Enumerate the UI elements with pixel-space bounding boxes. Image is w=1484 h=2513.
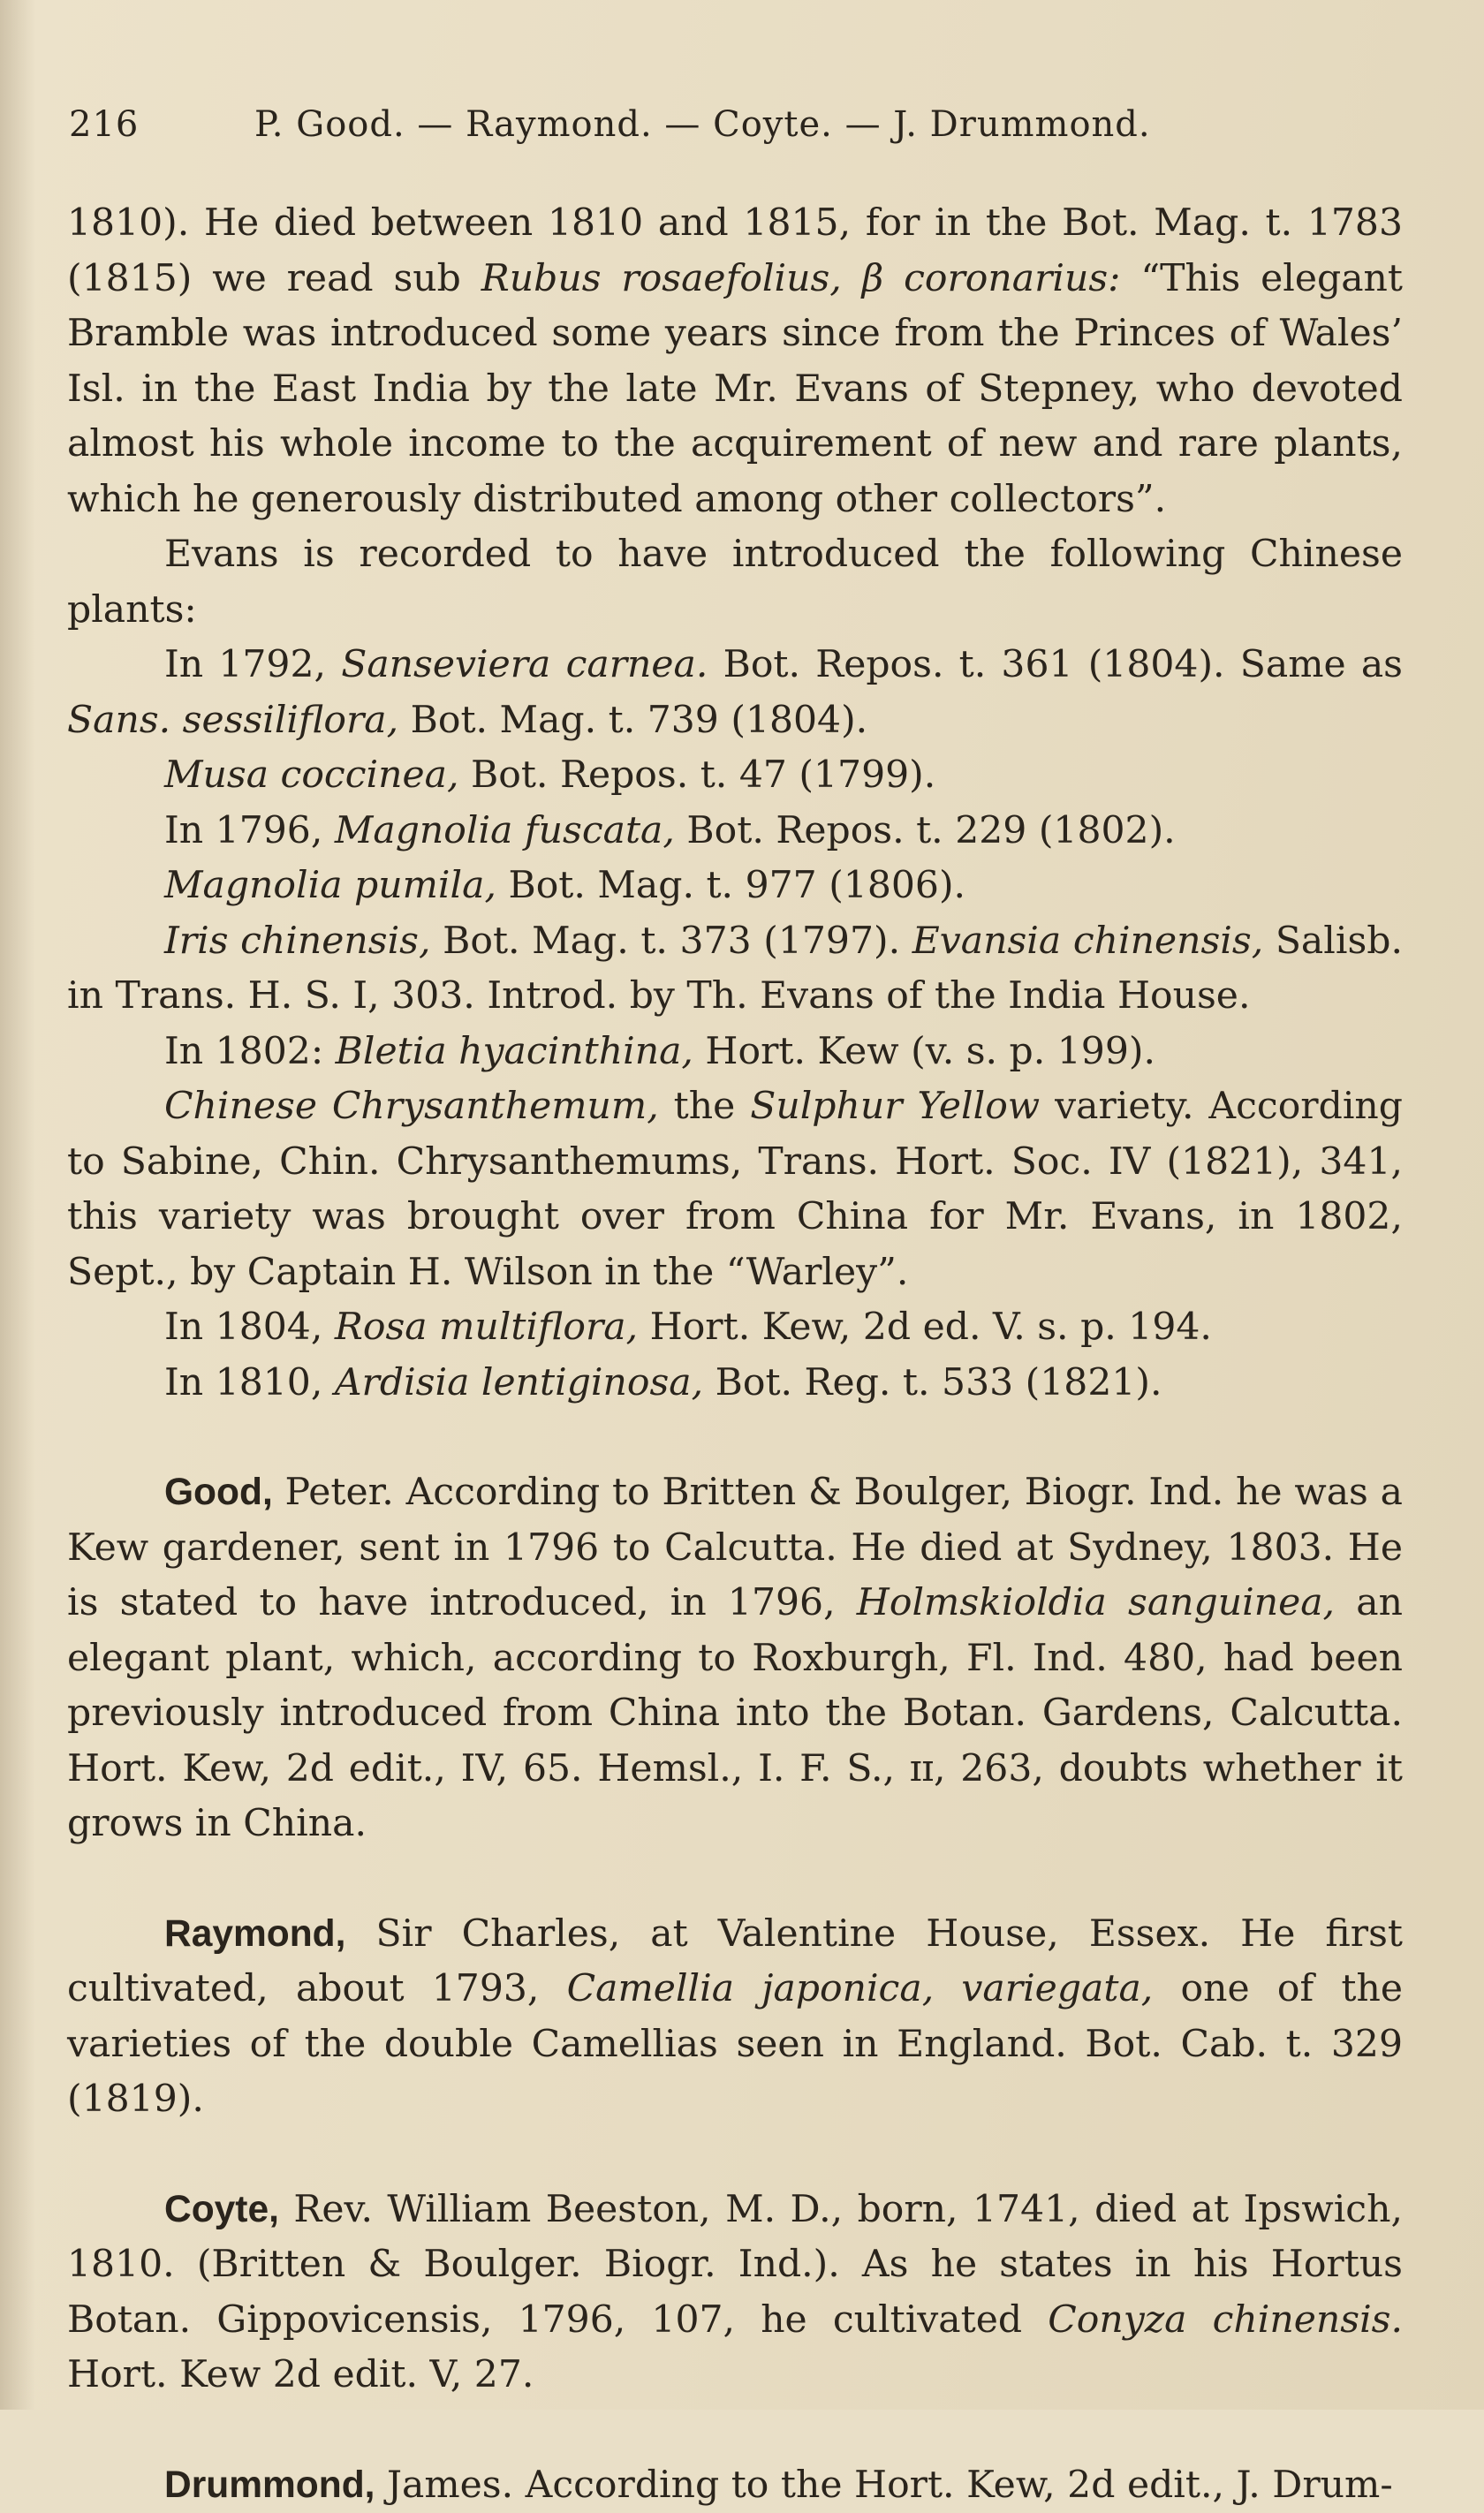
entry-name-drummond: Drummond, xyxy=(164,2464,375,2506)
italic-run: Sulphur Yellow xyxy=(750,1085,1040,1128)
body-text xyxy=(67,196,1403,2513)
running-title: P. Good. — Raymond. — Coyte. — J. Drummond. xyxy=(254,104,1151,145)
italic-run: Rubus rosaefolius, β coronarius: xyxy=(481,257,1121,300)
italic-run: Sanseviera carnea. xyxy=(341,643,708,686)
text-run: Bot. Repos. t. 229 (1802). xyxy=(675,809,1176,852)
text-run: Bot. Reg. t. 533 (1821). xyxy=(703,1361,1162,1404)
text-run: In 1810, xyxy=(164,1361,335,1404)
text-run: an elegant plant, which, according to Roxburgh, Fl. Ind. 480, had been previously introduced from China into the Botan. Gardens, Calcutta. Hort. Kew, 2d edit., IV, 65. Hemsl., I. F. S., ɪɪ, 263, doubts whether it grows in China. xyxy=(67,1581,1403,1845)
italic-run: Iris chinensis, xyxy=(164,920,431,963)
italic-run: Ardisia lentiginosa, xyxy=(335,1361,703,1404)
coyte-entry xyxy=(67,2183,1403,2403)
evans-paragraph-1 xyxy=(67,196,1403,527)
italic-run: Evansia chinensis, xyxy=(912,920,1263,963)
evans-entry-1804 xyxy=(67,1300,1403,1356)
evans-entry-1792 xyxy=(67,638,1403,748)
evans-paragraph-2: Evans is recorded to have introduced the following Chinese plants: xyxy=(67,527,1403,638)
text-run: In 1792, xyxy=(164,643,341,686)
text-run: In 1796, xyxy=(164,809,335,852)
text-run: Bot. Mag. t. 977 (1806). xyxy=(496,864,965,907)
text-run: In 1802: xyxy=(164,1030,336,1073)
running-header xyxy=(69,104,1412,145)
page-number: 216 xyxy=(69,104,254,145)
text-run: Bot. Mag. t. 739 (1804). xyxy=(398,699,867,742)
text-run: Rev. William Beeston, M. D., born, 1741, died at Ipswich, 1810. (Britten & Boulger. Biogr. Ind.). As he states in his Hortus Botan. Gippovicensis, 1796, 107, he cultivated xyxy=(67,2188,1403,2342)
text-run: Salisb. in Trans. H. S. I, 303. Introd. by Th. Evans of the India House. xyxy=(67,920,1403,1018)
evans-entry-magnolia-pumila xyxy=(67,859,1403,914)
evans-entry-1796 xyxy=(67,804,1403,859)
italic-run: Sans. sessiliflora, xyxy=(67,699,398,742)
evans-entry-iris xyxy=(67,914,1403,1025)
italic-run: Holmskioldia sanguinea, xyxy=(857,1581,1335,1624)
raymond-entry xyxy=(67,1907,1403,2128)
italic-run: Musa coccinea, xyxy=(164,753,459,797)
text-run: Bot. Mag. t. 373 (1797). xyxy=(431,920,912,963)
italic-run: Magnolia fuscata, xyxy=(335,809,675,852)
entry-name-raymond: Raymond, xyxy=(164,1913,345,1955)
text-run: Bot. Repos. t. 47 (1799). xyxy=(459,753,936,797)
text-run: Hort. Kew (v. s. p. 199). xyxy=(693,1030,1155,1073)
text-run: one of the varieties of the double Camellias seen in England. Bot. Cab. t. 329 (1819). xyxy=(67,1967,1403,2121)
italic-run: Bletia hyacinthina, xyxy=(336,1030,693,1073)
text-run: In 1804, xyxy=(164,1306,335,1349)
evans-entry-1802 xyxy=(67,1025,1403,1080)
drummond-entry xyxy=(67,2458,1403,2513)
text-run: James. According to the Hort. Kew, 2d edit., J. Drum- xyxy=(375,2464,1392,2507)
evans-entry-musa xyxy=(67,748,1403,804)
text-run: variety. According to Sabine, Chin. Chrysanthemums, Trans. Hort. Soc. IV (1821), 341, this variety was brought over from China for Mr. Evans, in 1802, Sept., by Captain H. Wilson in the “Warley”. xyxy=(67,1085,1403,1294)
entry-name-coyte: Coyte, xyxy=(164,2189,279,2230)
italic-run: Magnolia pumila, xyxy=(164,864,496,907)
italic-run: Conyza chinensis. xyxy=(1048,2298,1403,2342)
text-run: 1810). He died between 1810 and 1815, for in the Bot. Mag. t. 1783 (1815) we read sub xyxy=(67,201,1403,300)
italic-run: Chinese Chrysanthemum, xyxy=(164,1085,659,1128)
gutter-shadow xyxy=(0,0,35,2410)
text-run: Bot. Repos. t. 361 (1804). Same as xyxy=(708,643,1403,686)
text-run: Hort. Kew, 2d ed. V. s. p. 194. xyxy=(638,1306,1212,1349)
good-entry xyxy=(67,1465,1403,1852)
evans-entry-chrysanthemum xyxy=(67,1079,1403,1300)
entry-name-good: Good, xyxy=(164,1472,273,1513)
italic-run: Camellia japonica, variegata, xyxy=(567,1967,1154,2010)
text-run: Sir Charles, at Valentine House, Essex. He first cultivated, about 1793, xyxy=(67,1912,1403,2011)
text-run: Peter. According to Britten & Boulger, Biogr. Ind. he was a Kew gardener, sent in 1796 to Calcutta. He died at Sydney, 1803. He is stated to have introduced, in 1796, xyxy=(67,1471,1403,1624)
text-run: the xyxy=(659,1085,750,1128)
text-run: “This elegant Bramble was introduced some years since from the Princes of Wales’ Isl. in the East India by the late Mr. Evans of Stepney, who devoted almost his whole income to the acquirement of new and rare plants, which he generously distributed among other collectors”. xyxy=(67,257,1403,521)
text-run: Hort. Kew 2d edit. V, 27. xyxy=(67,2353,534,2396)
evans-entry-1810 xyxy=(67,1356,1403,1412)
italic-run: Rosa multiflora, xyxy=(335,1306,638,1349)
